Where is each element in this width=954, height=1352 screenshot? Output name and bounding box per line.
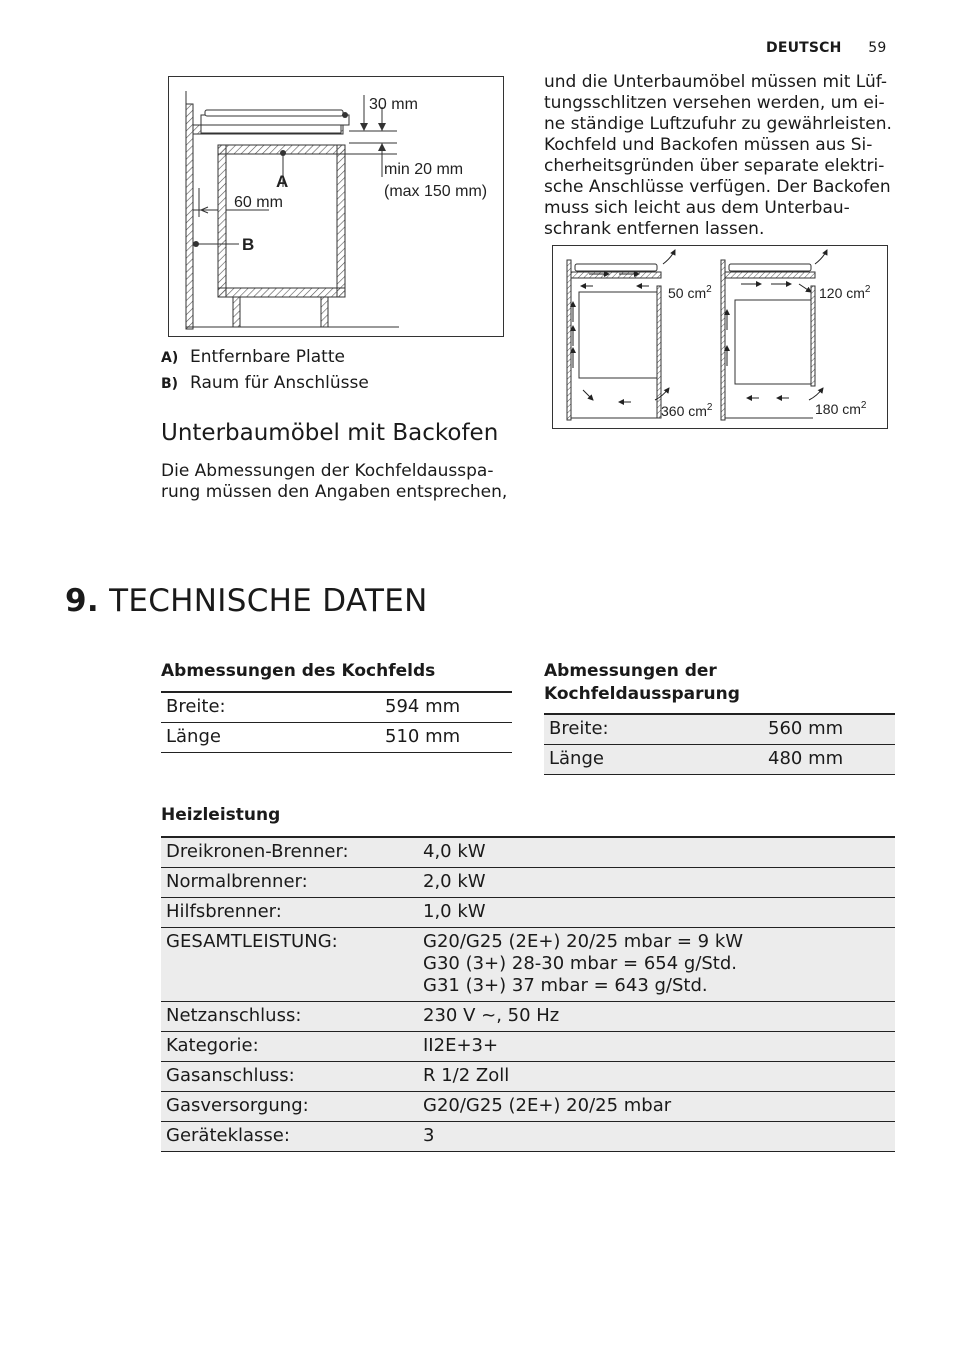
legend-item-a: A) Entfernbare Platte	[161, 347, 345, 367]
cutout-dims-title: Abmessungen der Kochfeldaussparung	[544, 661, 740, 704]
dim-side-label: 60 mm	[234, 194, 283, 211]
dim-top-label: 30 mm	[369, 96, 418, 113]
table-row: Netzanschluss: 230 V ~, 50 Hz	[161, 1002, 895, 1032]
cabinet-left-side	[218, 145, 226, 297]
heat-table	[161, 836, 895, 1152]
table-row: Länge 480 mm	[544, 745, 895, 775]
table-row: Dreikronen-Brenner: 4,0 kW	[161, 837, 895, 868]
paragraph-right: und die Unterbaumöbel müssen mit Lüf- tungsschlitzen versehen werden, um ei- ne ständige Luftzufuhr zu gewährleisten. Kochfeld und Backofen müssen aus Si- cherheitsgründen über separate elektri- sche Anschlüsse verfügen. Der Backofen muss sich leicht aus dem Unterbau- schrank entfernen lassen.	[544, 72, 892, 239]
vent-left-bottom-label: 360 $cm^2$	[661, 402, 713, 419]
dim-max-label: (max 150 mm)	[384, 183, 488, 200]
table-row: Breite: 560 mm	[544, 714, 895, 745]
vent-right-bottom-label: 180 $cm^2$	[815, 400, 867, 417]
dim-min-label: min 20 mm	[384, 161, 464, 178]
vent-left-top-label: 50 $cm^2$	[668, 284, 712, 301]
hob-dims-title: Abmessungen des Kochfelds	[161, 661, 436, 681]
paragraph-left: Die Abmessungen der Kochfeldausspa- rung müssen den Angaben entsprechen,	[161, 461, 508, 502]
ventilation-diagram	[552, 245, 888, 429]
cabinet-right	[721, 250, 827, 420]
page-number: 59	[868, 40, 887, 56]
cabinet-left	[567, 250, 675, 420]
header-section: DEUTSCH	[766, 40, 842, 56]
marker-a: A	[276, 172, 289, 191]
heat-title: Heizleistung	[161, 805, 281, 825]
wall-shape	[186, 104, 193, 329]
table-row: Gasanschluss: R 1/2 Zoll	[161, 1062, 895, 1092]
table-row: Hilfsbrenner: 1,0 kW	[161, 898, 895, 928]
section-heading: Unterbaumöbel mit Backofen	[161, 420, 499, 446]
cabinet-right-side	[337, 145, 345, 297]
chapter-number: 9.	[65, 583, 99, 619]
table-row: Kategorie: II2E+3+	[161, 1032, 895, 1062]
chapter-name: TECHNISCHE DATEN	[109, 583, 428, 619]
legend-item-b: B) Raum für Anschlüsse	[161, 373, 369, 393]
table-row: Länge 510 mm	[161, 723, 512, 753]
table-row: Gasversorgung: G20/G25 (2E+) 20/25 mbar	[161, 1092, 895, 1122]
table-row: Geräteklasse: 3	[161, 1122, 895, 1152]
marker-b: B	[242, 235, 255, 254]
installation-diagram	[168, 76, 504, 337]
cutout-dims-table	[544, 713, 895, 775]
chapter-title	[65, 583, 428, 619]
table-row: GESAMTLEISTUNG: G20/G25 (2E+) 20/25 mbar = 9 kW G30 (3+) 28-30 mbar = 654 g/Std. G31 (3+) 37 mbar = 643 g/Std.	[161, 928, 895, 1002]
vent-right-top-label: 120 $cm^2$	[819, 284, 871, 301]
hob-dims-table	[161, 691, 512, 753]
running-header	[766, 40, 886, 56]
table-row: Normalbrenner: 2,0 kW	[161, 868, 895, 898]
table-row: Breite: 594 mm	[161, 692, 512, 723]
